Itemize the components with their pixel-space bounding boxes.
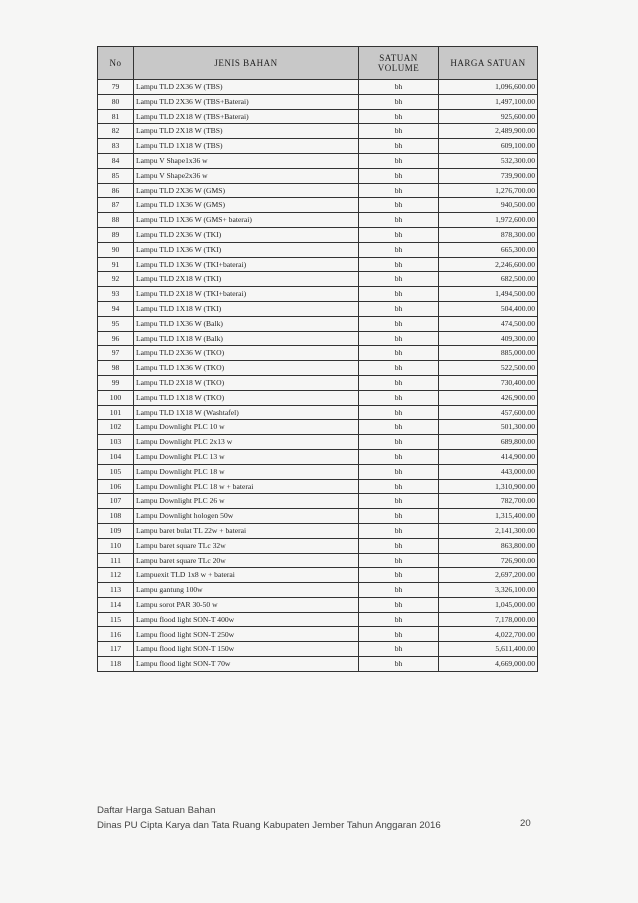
cell-satuan: bh: [359, 627, 439, 642]
cell-harga: 522,500.00: [439, 361, 538, 376]
cell-harga: 925,600.00: [439, 109, 538, 124]
cell-harga: 878,300.00: [439, 227, 538, 242]
cell-satuan: bh: [359, 568, 439, 583]
cell-jenis-bahan: Lampu TLD 1X18 W (TKI): [134, 301, 359, 316]
cell-harga: 3,326,100.00: [439, 583, 538, 598]
cell-jenis-bahan: Lampu TLD 1X18 W (TBS): [134, 139, 359, 154]
header-satuan-line2: VOLUME: [377, 63, 420, 73]
table-row: [98, 435, 538, 450]
cell-harga: 940,500.00: [439, 198, 538, 213]
cell-harga: 426,900.00: [439, 390, 538, 405]
cell-jenis-bahan: Lampu TLD 1X36 W (GMS): [134, 198, 359, 213]
table-header: [98, 47, 538, 80]
cell-no: 110: [98, 538, 134, 553]
cell-no: 93: [98, 287, 134, 302]
cell-no: 106: [98, 479, 134, 494]
cell-harga: 5,611,400.00: [439, 642, 538, 657]
cell-harga: 1,310,900.00: [439, 479, 538, 494]
cell-no: 118: [98, 657, 134, 672]
cell-satuan: bh: [359, 80, 439, 95]
table-row: [98, 583, 538, 598]
table-row: [98, 316, 538, 331]
table-row: [98, 390, 538, 405]
cell-satuan: bh: [359, 612, 439, 627]
cell-satuan: bh: [359, 642, 439, 657]
table-row: [98, 242, 538, 257]
cell-jenis-bahan: Lampuexit TLD 1x8 w + baterai: [134, 568, 359, 583]
table-row: [98, 627, 538, 642]
cell-satuan: bh: [359, 287, 439, 302]
cell-no: 112: [98, 568, 134, 583]
table-row: [98, 183, 538, 198]
cell-satuan: bh: [359, 390, 439, 405]
cell-satuan: bh: [359, 494, 439, 509]
cell-no: 80: [98, 94, 134, 109]
cell-satuan: bh: [359, 435, 439, 450]
table-row: [98, 331, 538, 346]
cell-jenis-bahan: Lampu baret bulat TL 22w + baterai: [134, 523, 359, 538]
table-row: [98, 168, 538, 183]
cell-satuan: bh: [359, 583, 439, 598]
cell-harga: 4,022,700.00: [439, 627, 538, 642]
cell-jenis-bahan: Lampu V Shape1x36 w: [134, 153, 359, 168]
cell-harga: 4,669,000.00: [439, 657, 538, 672]
header-harga-satuan: HARGA SATUAN: [439, 47, 538, 80]
cell-no: 115: [98, 612, 134, 627]
table-row: [98, 479, 538, 494]
table-row: [98, 346, 538, 361]
cell-jenis-bahan: Lampu Downlight PLC 18 w + baterai: [134, 479, 359, 494]
price-table: [97, 46, 538, 672]
cell-no: 113: [98, 583, 134, 598]
table-row: [98, 612, 538, 627]
cell-no: 103: [98, 435, 134, 450]
cell-jenis-bahan: Lampu baret square TLc 20w: [134, 553, 359, 568]
cell-no: 88: [98, 213, 134, 228]
cell-jenis-bahan: Lampu TLD 2X18 W (TKO): [134, 375, 359, 390]
cell-jenis-bahan: Lampu Downlight PLC 13 w: [134, 449, 359, 464]
cell-jenis-bahan: Lampu TLD 1X18 W (Balk): [134, 331, 359, 346]
cell-satuan: bh: [359, 183, 439, 198]
cell-harga: 7,178,000.00: [439, 612, 538, 627]
table-row: [98, 139, 538, 154]
cell-jenis-bahan: Lampu baret square TLc 32w: [134, 538, 359, 553]
cell-satuan: bh: [359, 553, 439, 568]
cell-harga: 414,900.00: [439, 449, 538, 464]
table-row: [98, 597, 538, 612]
cell-satuan: bh: [359, 464, 439, 479]
table-row: [98, 553, 538, 568]
cell-jenis-bahan: Lampu Downlight PLC 10 w: [134, 420, 359, 435]
cell-jenis-bahan: Lampu TLD 1X36 W (Balk): [134, 316, 359, 331]
cell-jenis-bahan: Lampu TLD 2X36 W (TKI): [134, 227, 359, 242]
cell-satuan: bh: [359, 153, 439, 168]
cell-no: 117: [98, 642, 134, 657]
cell-satuan: bh: [359, 198, 439, 213]
table-row: [98, 80, 538, 95]
cell-satuan: bh: [359, 124, 439, 139]
cell-no: 105: [98, 464, 134, 479]
cell-no: 102: [98, 420, 134, 435]
cell-jenis-bahan: Lampu V Shape2x36 w: [134, 168, 359, 183]
cell-jenis-bahan: Lampu TLD 2X18 W (TKI+baterai): [134, 287, 359, 302]
cell-jenis-bahan: Lampu TLD 2X36 W (TBS): [134, 80, 359, 95]
cell-no: 84: [98, 153, 134, 168]
table-row: [98, 198, 538, 213]
cell-harga: 2,141,300.00: [439, 523, 538, 538]
cell-satuan: bh: [359, 109, 439, 124]
cell-harga: 726,900.00: [439, 553, 538, 568]
cell-jenis-bahan: Lampu TLD 2X36 W (GMS): [134, 183, 359, 198]
cell-no: 109: [98, 523, 134, 538]
cell-jenis-bahan: Lampu TLD 1X36 W (TKI): [134, 242, 359, 257]
cell-satuan: bh: [359, 301, 439, 316]
cell-jenis-bahan: Lampu flood light SON-T 70w: [134, 657, 359, 672]
table-row: [98, 642, 538, 657]
cell-satuan: bh: [359, 213, 439, 228]
table-row: [98, 568, 538, 583]
cell-harga: 682,500.00: [439, 272, 538, 287]
cell-jenis-bahan: Lampu TLD 1X18 W (TKO): [134, 390, 359, 405]
cell-no: 89: [98, 227, 134, 242]
cell-harga: 1,315,400.00: [439, 509, 538, 524]
table-row: [98, 420, 538, 435]
cell-harga: 1,972,600.00: [439, 213, 538, 228]
cell-no: 95: [98, 316, 134, 331]
cell-satuan: bh: [359, 538, 439, 553]
cell-satuan: bh: [359, 94, 439, 109]
cell-satuan: bh: [359, 361, 439, 376]
cell-harga: 474,500.00: [439, 316, 538, 331]
cell-no: 99: [98, 375, 134, 390]
cell-harga: 730,400.00: [439, 375, 538, 390]
cell-satuan: bh: [359, 346, 439, 361]
cell-jenis-bahan: Lampu sorot PAR 30-50 w: [134, 597, 359, 612]
cell-no: 90: [98, 242, 134, 257]
cell-harga: 501,300.00: [439, 420, 538, 435]
cell-no: 79: [98, 80, 134, 95]
cell-satuan: bh: [359, 139, 439, 154]
cell-no: 104: [98, 449, 134, 464]
cell-harga: 1,494,500.00: [439, 287, 538, 302]
cell-jenis-bahan: Lampu TLD 1X18 W (Washtafel): [134, 405, 359, 420]
table-row: [98, 301, 538, 316]
cell-jenis-bahan: Lampu flood light SON-T 400w: [134, 612, 359, 627]
cell-satuan: bh: [359, 257, 439, 272]
cell-no: 108: [98, 509, 134, 524]
cell-no: 100: [98, 390, 134, 405]
table-row: [98, 405, 538, 420]
table-row: [98, 464, 538, 479]
cell-no: 94: [98, 301, 134, 316]
cell-no: 107: [98, 494, 134, 509]
cell-jenis-bahan: Lampu TLD 1X36 W (TKI+baterai): [134, 257, 359, 272]
table-row: [98, 449, 538, 464]
cell-satuan: bh: [359, 227, 439, 242]
cell-satuan: bh: [359, 316, 439, 331]
cell-no: 82: [98, 124, 134, 139]
cell-jenis-bahan: Lampu TLD 1X36 W (GMS+ baterai): [134, 213, 359, 228]
cell-no: 114: [98, 597, 134, 612]
cell-jenis-bahan: Lampu Downlight hologen 50w: [134, 509, 359, 524]
table-row: [98, 657, 538, 672]
cell-jenis-bahan: Lampu TLD 1X36 W (TKO): [134, 361, 359, 376]
cell-harga: 504,400.00: [439, 301, 538, 316]
cell-harga: 409,300.00: [439, 331, 538, 346]
cell-satuan: bh: [359, 479, 439, 494]
cell-harga: 532,300.00: [439, 153, 538, 168]
cell-no: 92: [98, 272, 134, 287]
cell-satuan: bh: [359, 509, 439, 524]
table-row: [98, 494, 538, 509]
cell-jenis-bahan: Lampu flood light SON-T 150w: [134, 642, 359, 657]
cell-jenis-bahan: Lampu Downlight PLC 2x13 w: [134, 435, 359, 450]
cell-satuan: bh: [359, 168, 439, 183]
table-row: [98, 538, 538, 553]
table-row: [98, 375, 538, 390]
cell-no: 83: [98, 139, 134, 154]
table-row: [98, 213, 538, 228]
cell-no: 101: [98, 405, 134, 420]
cell-jenis-bahan: Lampu TLD 2X36 W (TKO): [134, 346, 359, 361]
cell-satuan: bh: [359, 657, 439, 672]
table-row: [98, 109, 538, 124]
cell-harga: 739,900.00: [439, 168, 538, 183]
header-satuan-volume: [359, 47, 439, 80]
table-row: [98, 361, 538, 376]
cell-satuan: bh: [359, 420, 439, 435]
cell-jenis-bahan: Lampu flood light SON-T 250w: [134, 627, 359, 642]
cell-jenis-bahan: Lampu TLD 2X36 W (TBS+Baterai): [134, 94, 359, 109]
cell-harga: 457,600.00: [439, 405, 538, 420]
cell-no: 86: [98, 183, 134, 198]
cell-no: 96: [98, 331, 134, 346]
table-row: [98, 257, 538, 272]
cell-harga: 689,800.00: [439, 435, 538, 450]
cell-jenis-bahan: Lampu gantung 100w: [134, 583, 359, 598]
footer-subtitle: Dinas PU Cipta Karya dan Tata Ruang Kabupaten Jember Tahun Anggaran 2016: [97, 820, 441, 831]
cell-harga: 609,100.00: [439, 139, 538, 154]
cell-harga: 443,000.00: [439, 464, 538, 479]
cell-no: 91: [98, 257, 134, 272]
cell-jenis-bahan: Lampu TLD 2X18 W (TKI): [134, 272, 359, 287]
table-row: [98, 227, 538, 242]
cell-satuan: bh: [359, 375, 439, 390]
cell-jenis-bahan: Lampu TLD 2X18 W (TBS+Baterai): [134, 109, 359, 124]
footer: [97, 803, 441, 833]
cell-jenis-bahan: Lampu Downlight PLC 18 w: [134, 464, 359, 479]
cell-harga: 782,700.00: [439, 494, 538, 509]
cell-harga: 2,697,200.00: [439, 568, 538, 583]
table-row: [98, 272, 538, 287]
header-jenis-bahan: JENIS BAHAN: [134, 47, 359, 80]
cell-harga: 1,276,700.00: [439, 183, 538, 198]
cell-no: 111: [98, 553, 134, 568]
table-row: [98, 153, 538, 168]
cell-no: 87: [98, 198, 134, 213]
header-satuan-line1: SATUAN: [379, 52, 418, 63]
cell-jenis-bahan: Lampu Downlight PLC 26 w: [134, 494, 359, 509]
cell-satuan: bh: [359, 449, 439, 464]
cell-satuan: bh: [359, 597, 439, 612]
cell-no: 116: [98, 627, 134, 642]
cell-satuan: bh: [359, 331, 439, 346]
cell-harga: 2,489,900.00: [439, 124, 538, 139]
cell-satuan: bh: [359, 242, 439, 257]
table-body: [98, 80, 538, 672]
table-row: [98, 94, 538, 109]
table-row: [98, 287, 538, 302]
cell-harga: 665,300.00: [439, 242, 538, 257]
page-number: 20: [520, 818, 531, 829]
cell-harga: 2,246,600.00: [439, 257, 538, 272]
cell-satuan: bh: [359, 405, 439, 420]
cell-jenis-bahan: Lampu TLD 2X18 W (TBS): [134, 124, 359, 139]
cell-harga: 885,000.00: [439, 346, 538, 361]
table-row: [98, 509, 538, 524]
cell-no: 97: [98, 346, 134, 361]
table-row: [98, 523, 538, 538]
cell-satuan: bh: [359, 272, 439, 287]
cell-no: 85: [98, 168, 134, 183]
cell-harga: 1,045,000.00: [439, 597, 538, 612]
cell-harga: 1,497,100.00: [439, 94, 538, 109]
cell-no: 81: [98, 109, 134, 124]
cell-no: 98: [98, 361, 134, 376]
cell-harga: 1,096,600.00: [439, 80, 538, 95]
header-no: No: [98, 47, 134, 80]
cell-satuan: bh: [359, 523, 439, 538]
footer-title: Daftar Harga Satuan Bahan: [97, 805, 216, 816]
cell-harga: 863,800.00: [439, 538, 538, 553]
table-row: [98, 124, 538, 139]
